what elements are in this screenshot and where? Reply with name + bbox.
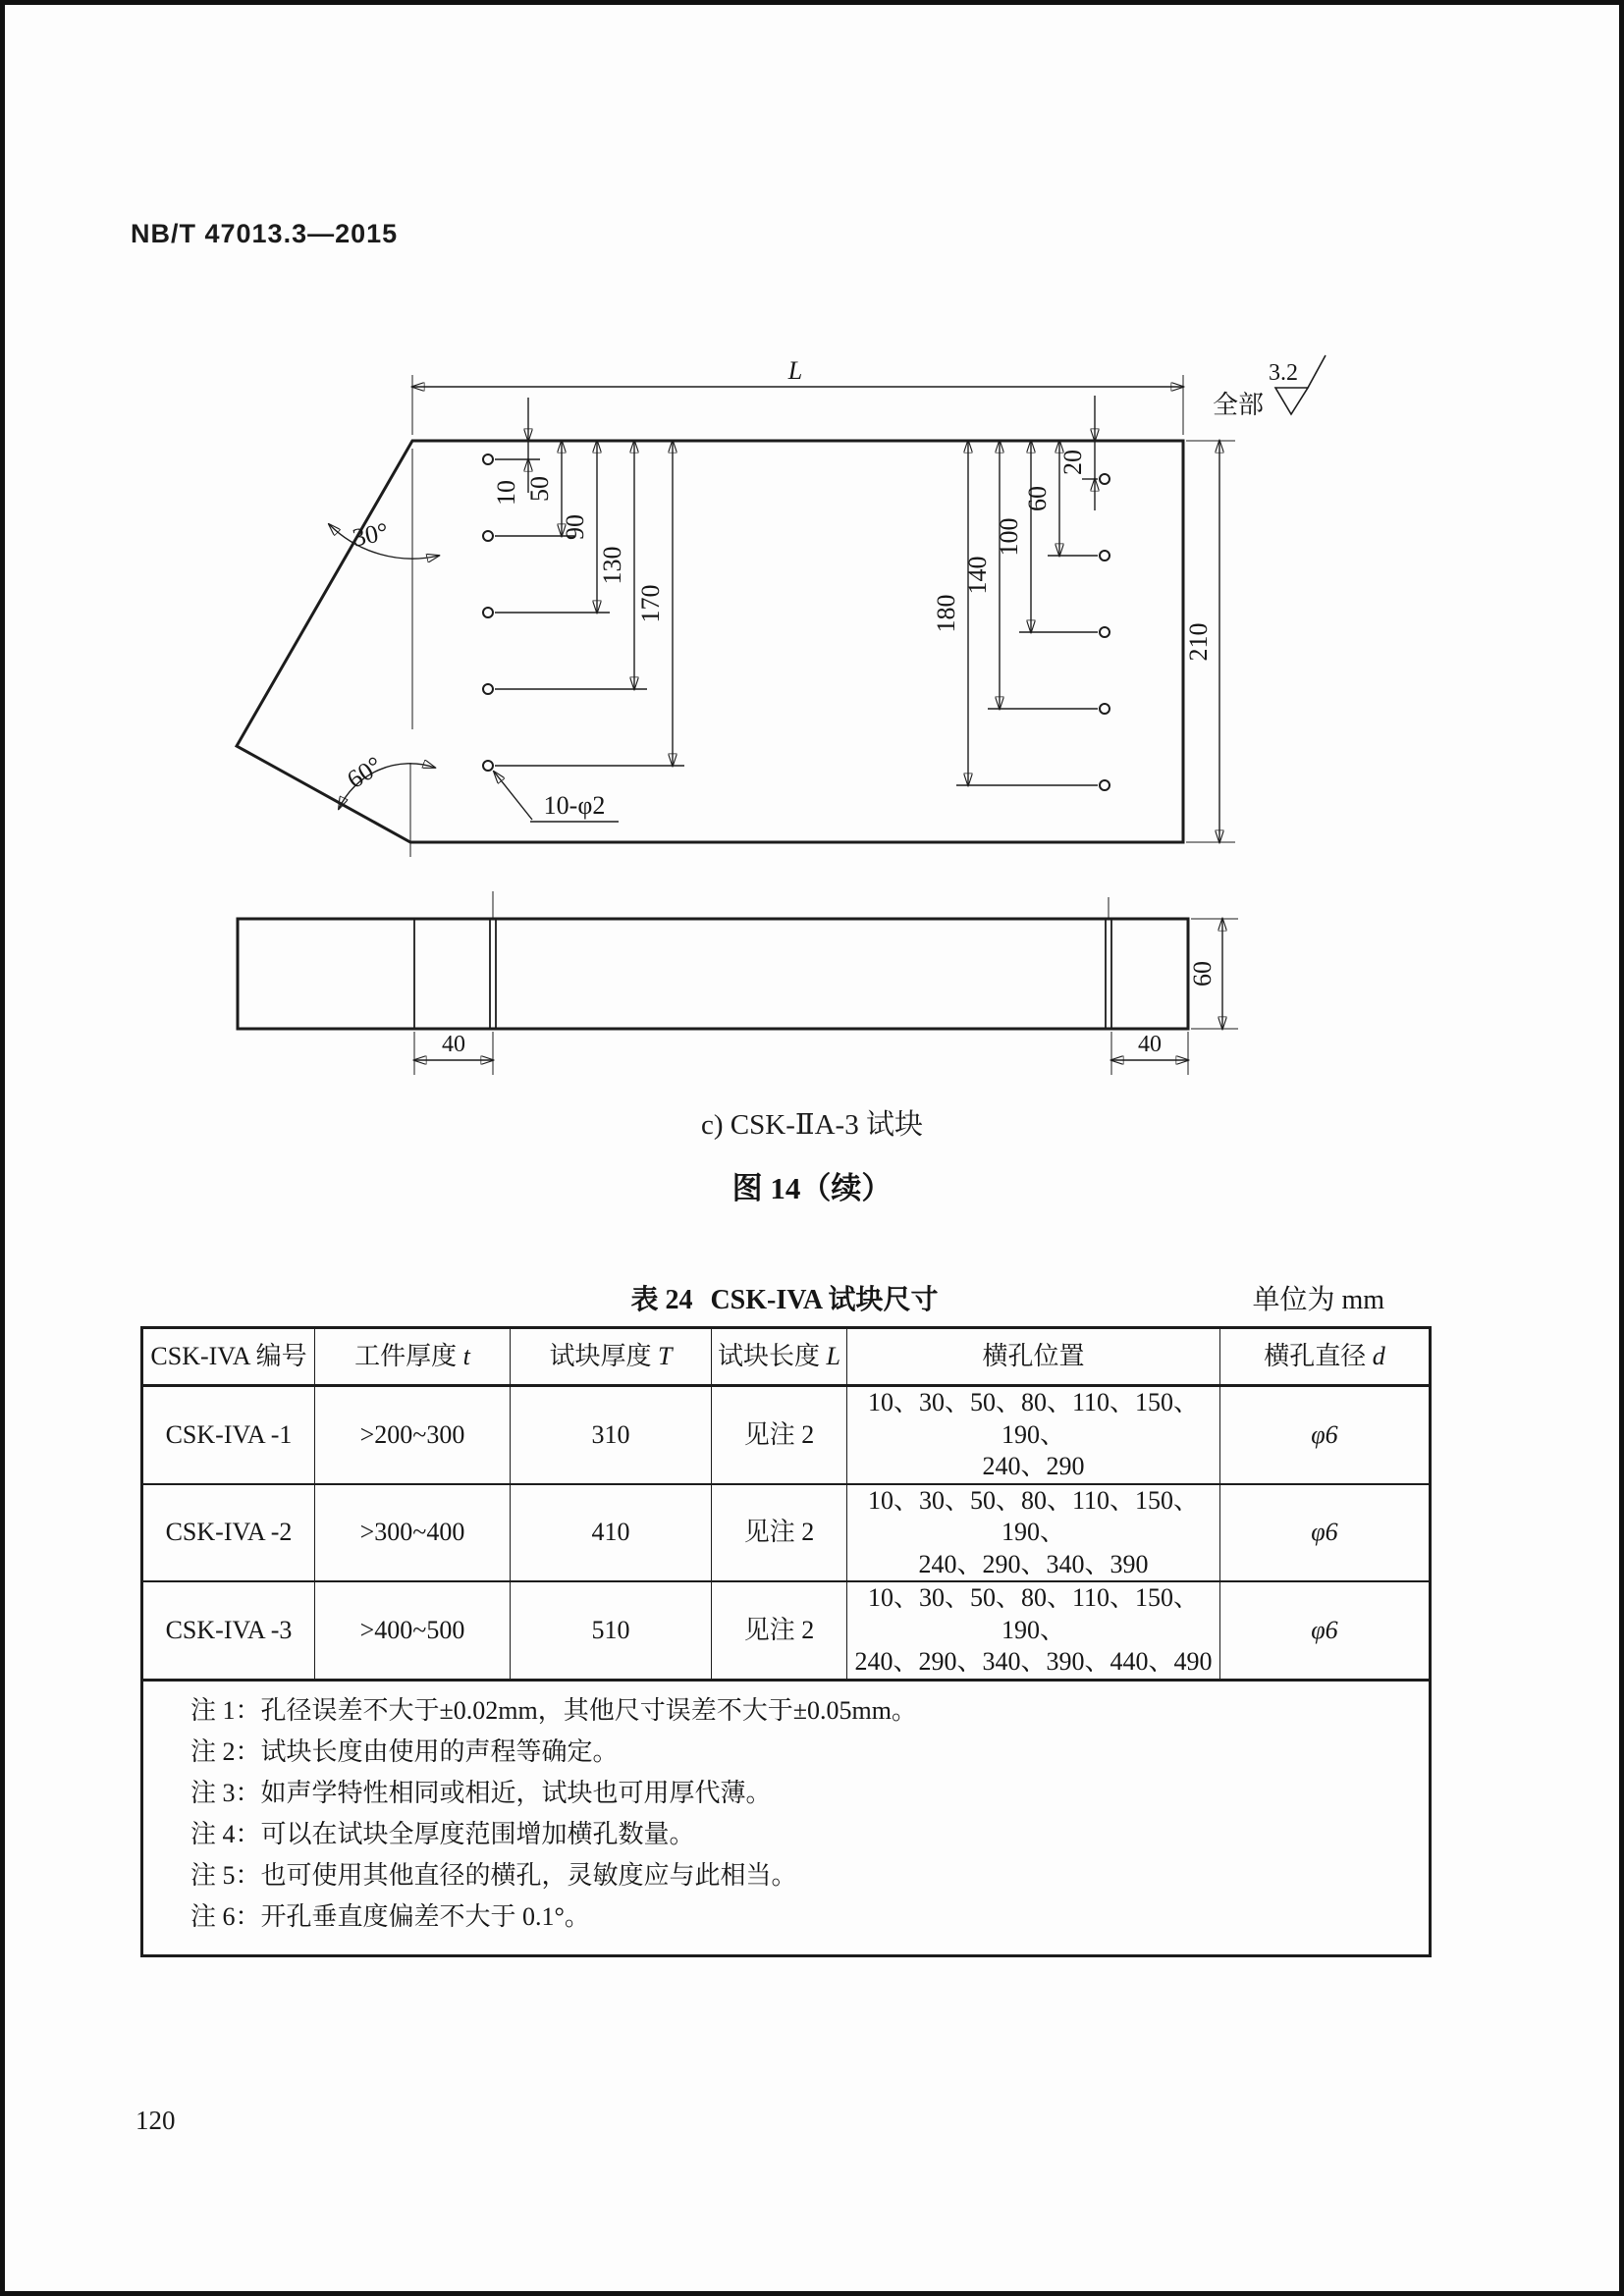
cell-block-length: 见注 2 [712, 1581, 847, 1680]
angle-label-60: 60° [342, 750, 388, 794]
side-view [238, 891, 1188, 1029]
note-2: 注 2：试块长度由使用的声程等确定。 [190, 1736, 619, 1766]
dim-label-210: 210 [1184, 622, 1213, 662]
technical-drawing [5, 5, 1624, 1242]
surface-roughness-value: 3.2 [1269, 360, 1298, 386]
cell-block-thickness: 310 [511, 1386, 712, 1484]
surface-scope-label: 全部 [1212, 391, 1265, 419]
cell-hole-position: 10、30、50、80、110、150、190、 240、290、340、390 [847, 1484, 1220, 1582]
cell-hole-diameter: φ6 [1220, 1484, 1431, 1582]
dim-label-100: 100 [995, 517, 1023, 557]
cell-block-length: 见注 2 [712, 1386, 847, 1484]
col-header-block-thickness: 试块厚度 T [511, 1328, 712, 1386]
standard-number: NB/T 47013.3—2015 [131, 219, 399, 248]
dim-label-side-60: 60 [1188, 961, 1217, 987]
col-header-id: CSK-IVA 编号 [142, 1328, 315, 1386]
table-notes-row [142, 1680, 1431, 1955]
col-header-hole-diameter: 横孔直径 d [1220, 1328, 1431, 1386]
dim-label-20: 20 [1058, 450, 1087, 475]
dim-label-side-right-40: 40 [1138, 1032, 1162, 1057]
right-holes [1100, 474, 1110, 790]
page-number: 120 [135, 2106, 176, 2135]
cell-block-thickness: 510 [511, 1581, 712, 1680]
table-number: 表 24 [630, 1285, 693, 1315]
cell-hole-diameter: φ6 [1220, 1386, 1431, 1484]
table-row [142, 1386, 1431, 1484]
dim-label-side-left-40: 40 [442, 1032, 465, 1057]
cell-id: CSK-IVA -3 [142, 1581, 315, 1680]
col-header-workpiece-thickness: 工件厚度 t [315, 1328, 511, 1386]
col-header-hole-position: 横孔位置 [847, 1328, 1220, 1386]
dim-label-180: 180 [932, 594, 960, 633]
dim-label-90: 90 [561, 514, 589, 540]
cell-workpiece-thickness: >300~400 [315, 1484, 511, 1582]
note-4: 注 4：可以在试块全厚度范围增加横孔数量。 [190, 1819, 695, 1848]
cell-workpiece-thickness: >200~300 [315, 1386, 511, 1484]
cell-hole-position: 10、30、50、80、110、150、190、 240、290、340、390、440、490 [847, 1581, 1220, 1680]
dim-label-L: L [787, 356, 803, 385]
angle-label-30: 30° [350, 516, 392, 553]
table-unit-note: 单位为 mm [1252, 1285, 1384, 1315]
note-5: 注 5：也可使用其他直径的横孔，灵敏度应与此相当。 [190, 1860, 797, 1890]
cell-block-length: 见注 2 [712, 1484, 847, 1582]
table-title-bar [140, 1278, 1429, 1315]
table-row [142, 1484, 1431, 1582]
table-title-text: CSK-IVA 试块尺寸 [710, 1285, 939, 1315]
dim-label-10: 10 [492, 480, 520, 506]
cell-id: CSK-IVA -2 [142, 1484, 315, 1582]
col-header-block-length: 试块长度 L [712, 1328, 847, 1386]
note-3: 注 3：如声学特性相同或相近，试块也可用厚代薄。 [190, 1778, 772, 1807]
dim-label-50: 50 [525, 476, 554, 502]
table-header-row [142, 1328, 1431, 1386]
cell-block-thickness: 410 [511, 1484, 712, 1582]
note-6: 注 6：开孔垂直度偏差不大于 0.1°。 [190, 1901, 590, 1931]
dim-label-140: 140 [963, 556, 992, 595]
cell-hole-position: 10、30、50、80、110、150、190、 240、290 [847, 1386, 1220, 1484]
right-hole-extensions [956, 479, 1098, 785]
holes-callout-label: 10-φ2 [543, 791, 606, 820]
cell-hole-diameter: φ6 [1220, 1581, 1431, 1680]
table-notes [142, 1680, 1431, 1955]
cell-id: CSK-IVA -1 [142, 1386, 315, 1484]
table-title [140, 1278, 1429, 1317]
cell-workpiece-thickness: >400~500 [315, 1581, 511, 1680]
spec-table [140, 1326, 1432, 1957]
table-row [142, 1581, 1431, 1680]
dim-label-170: 170 [636, 584, 665, 623]
dim-label-130: 130 [598, 546, 626, 585]
note-1: 注 1：孔径误差不大于±0.02mm，其他尺寸误差不大于±0.05mm。 [190, 1695, 917, 1725]
dim-label-60: 60 [1023, 486, 1052, 511]
figure-item-caption: c) CSK-ⅡA-3 试块 [701, 1109, 923, 1141]
figure-caption: 图 14（续） [731, 1171, 893, 1205]
